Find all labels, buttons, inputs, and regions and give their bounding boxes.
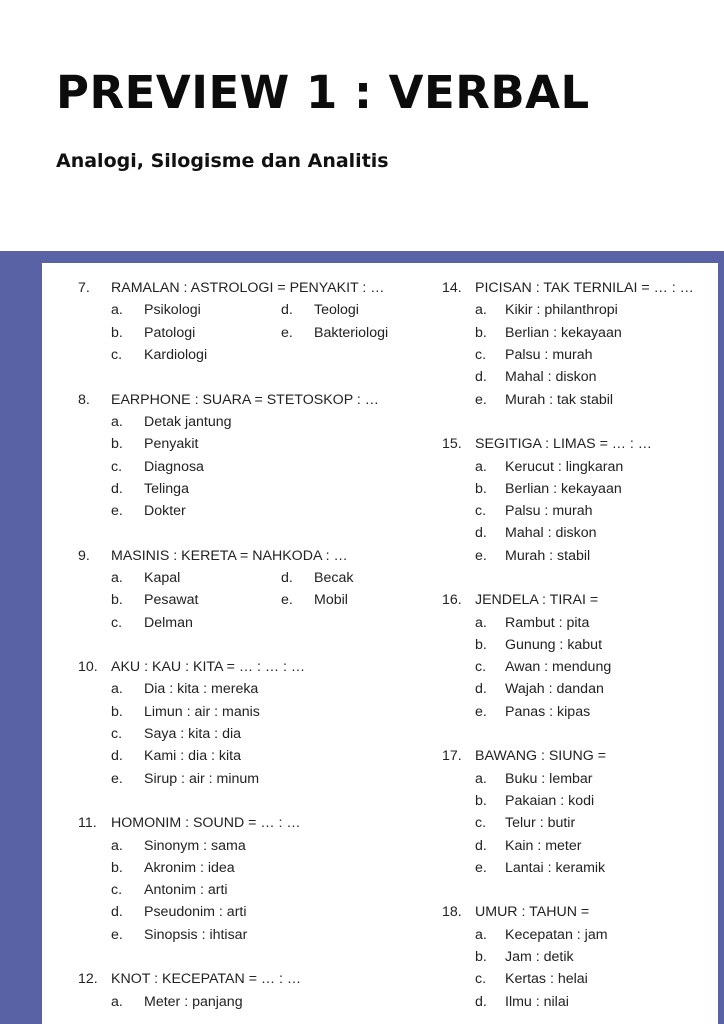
question-text: SEGITIGA : LIMAS = … : … — [475, 436, 652, 453]
question-16 — [442, 589, 718, 723]
option-text: Kapal — [144, 570, 181, 586]
option-text: Penyakit — [144, 436, 199, 453]
question-text: HOMONIM : SOUND = … : … — [111, 815, 301, 832]
option-letter: b. — [111, 859, 123, 876]
option-text: Psikologi — [144, 302, 201, 319]
option-text: Diagnosa — [144, 458, 204, 475]
question-10 — [78, 656, 408, 790]
option-letter: e. — [111, 770, 123, 787]
option-text: Meter : panjang — [144, 993, 243, 1010]
option-letter: c. — [111, 614, 123, 631]
question-9 — [78, 545, 408, 634]
option-letter: a. — [475, 926, 487, 943]
option-text: Kikir : philanthropi — [505, 302, 618, 319]
option-text: Lantai : keramik — [505, 859, 606, 876]
question-text: AKU : KAU : KITA = … : … : … — [111, 659, 306, 676]
option-text: Bakteriologi — [314, 324, 389, 341]
option-text: Palsu : murah — [505, 503, 593, 520]
option-letter: e. — [281, 592, 293, 609]
option-text: Kertas : helai — [505, 971, 588, 988]
option-letter: a. — [111, 302, 123, 319]
option-letter: d. — [475, 525, 487, 542]
option-text: Dokter — [144, 503, 186, 520]
page-title: PREVIEW 1 : VERBAL — [56, 66, 590, 119]
option-letter: d. — [111, 904, 123, 921]
option-text: Telinga — [144, 480, 189, 497]
option-text: Mahal : diskon — [505, 525, 597, 542]
option-letter: b. — [111, 436, 123, 453]
question-11 — [78, 812, 408, 946]
question-18 — [442, 901, 718, 1012]
right-column — [442, 277, 718, 1013]
option-text: Kerucut : lingkaran — [505, 458, 624, 475]
option-letter: b. — [111, 592, 123, 609]
option-text: Berlian : kekayaan — [505, 324, 622, 341]
question-number: 15. — [442, 436, 462, 453]
option-text: Kain : meter — [505, 837, 582, 854]
option-text: Kardiologi — [144, 347, 208, 364]
option-text: Ilmu : nilai — [505, 993, 569, 1010]
option-text: Antonim : arti — [144, 882, 228, 899]
option-letter: a. — [475, 302, 487, 319]
option-letter: e. — [475, 391, 487, 408]
question-number: 11. — [78, 815, 97, 832]
question-number: 7. — [78, 280, 90, 297]
option-letter: c. — [475, 971, 487, 988]
option-letter: e. — [111, 503, 123, 520]
option-text: Panas : kipas — [505, 703, 591, 720]
left-column — [78, 277, 408, 1013]
option-text: Murah : stabil — [505, 547, 591, 564]
option-letter: e. — [475, 547, 487, 564]
question-sheet — [42, 263, 718, 1024]
option-letter: a. — [475, 614, 487, 631]
question-14 — [442, 277, 718, 411]
question-text: JENDELA : TIRAI = — [475, 592, 599, 609]
option-letter: a. — [475, 770, 487, 787]
option-letter: d. — [475, 681, 487, 698]
question-number: 17. — [442, 748, 462, 765]
option-text: Becak — [314, 570, 354, 586]
option-letter: b. — [475, 636, 487, 653]
option-letter: c. — [111, 882, 123, 899]
option-letter: e. — [475, 859, 487, 876]
option-text: Berlian : kekayaan — [505, 480, 622, 497]
option-letter: e. — [281, 324, 293, 341]
option-letter: c. — [475, 659, 487, 676]
option-letter: a. — [111, 681, 123, 698]
option-text: Akronim : idea — [144, 859, 235, 876]
question-number: 14. — [442, 280, 462, 297]
question-7 — [78, 277, 408, 366]
question-8 — [78, 388, 408, 522]
option-letter: a. — [111, 993, 123, 1010]
option-letter: d. — [475, 837, 487, 854]
question-text: PICISAN : TAK TERNILAI = … : … — [475, 280, 694, 297]
option-letter: b. — [475, 480, 487, 497]
option-text: Pakaian : kodi — [505, 792, 595, 809]
question-text: RAMALAN : ASTROLOGI = PENYAKIT : … — [111, 280, 385, 297]
question-text: UMUR : TAHUN = — [475, 904, 590, 921]
option-text: Dia : kita : mereka — [144, 681, 259, 698]
option-letter: c. — [475, 503, 487, 520]
option-text: Jam : detik — [505, 949, 574, 966]
question-number: 18. — [442, 904, 462, 921]
option-letter: d. — [111, 748, 123, 765]
option-letter: d. — [281, 570, 293, 586]
option-letter: a. — [475, 458, 487, 475]
option-text: Mobil — [314, 592, 348, 609]
option-text: Saya : kita : dia — [144, 726, 241, 743]
option-letter: c. — [111, 726, 123, 743]
option-letter: e. — [111, 926, 123, 943]
option-letter: d. — [281, 302, 293, 319]
question-number: 16. — [442, 592, 462, 609]
question-number: 8. — [78, 391, 90, 408]
option-letter: d. — [475, 993, 487, 1010]
option-text: Limun : air : manis — [144, 703, 260, 720]
option-letter: a. — [111, 570, 123, 586]
option-letter: a. — [111, 413, 123, 430]
question-number: 12. — [78, 971, 98, 988]
question-12 — [78, 968, 408, 1013]
option-letter: c. — [475, 347, 487, 364]
option-letter: a. — [111, 837, 123, 854]
option-letter: b. — [475, 324, 487, 341]
option-text: Palsu : murah — [505, 347, 593, 364]
option-letter: b. — [475, 792, 487, 809]
option-letter: d. — [111, 480, 123, 497]
option-text: Pesawat — [144, 592, 199, 609]
option-letter: c. — [475, 815, 487, 832]
question-text: BAWANG : SIUNG = — [475, 748, 606, 765]
option-text: Awan : mendung — [505, 659, 612, 676]
option-text: Patologi — [144, 324, 196, 341]
question-text: EARPHONE : SUARA = STETOSKOP : … — [111, 391, 379, 408]
option-text: Sirup : air : minum — [144, 770, 260, 787]
option-text: Telur : butir — [505, 815, 576, 832]
question-15 — [442, 433, 718, 567]
option-letter: c. — [111, 347, 123, 364]
option-text: Buku : lembar — [505, 770, 593, 787]
option-letter: e. — [475, 703, 487, 720]
option-letter: b. — [111, 324, 123, 341]
option-text: Kecepatan : jam — [505, 926, 608, 943]
question-number: 10. — [78, 659, 98, 676]
option-text: Pseudonim : arti — [144, 904, 247, 921]
option-text: Delman — [144, 614, 193, 631]
option-text: Rambut : pita — [505, 614, 590, 631]
option-text: Sinopsis : ihtisar — [144, 926, 248, 943]
option-text: Wajah : dandan — [505, 681, 604, 698]
page-subtitle: Analogi, Silogisme dan Analitis — [56, 150, 389, 172]
question-text: KNOT : KECEPATAN = … : … — [111, 971, 302, 988]
option-letter: b. — [475, 949, 487, 966]
option-letter: b. — [111, 703, 123, 720]
option-text: Sinonym : sama — [144, 837, 246, 854]
option-text: Mahal : diskon — [505, 369, 597, 386]
option-letter: d. — [475, 369, 487, 386]
option-text: Gunung : kabut — [505, 636, 603, 653]
option-letter: c. — [111, 458, 123, 475]
option-text: Detak jantung — [144, 413, 232, 430]
option-text: Kami : dia : kita — [144, 748, 241, 765]
option-text: Murah : tak stabil — [505, 391, 614, 408]
option-text: Teologi — [314, 302, 359, 319]
question-text: MASINIS : KERETA = NAHKODA : … — [111, 547, 348, 564]
question-17 — [442, 745, 718, 879]
question-number: 9. — [78, 547, 90, 564]
